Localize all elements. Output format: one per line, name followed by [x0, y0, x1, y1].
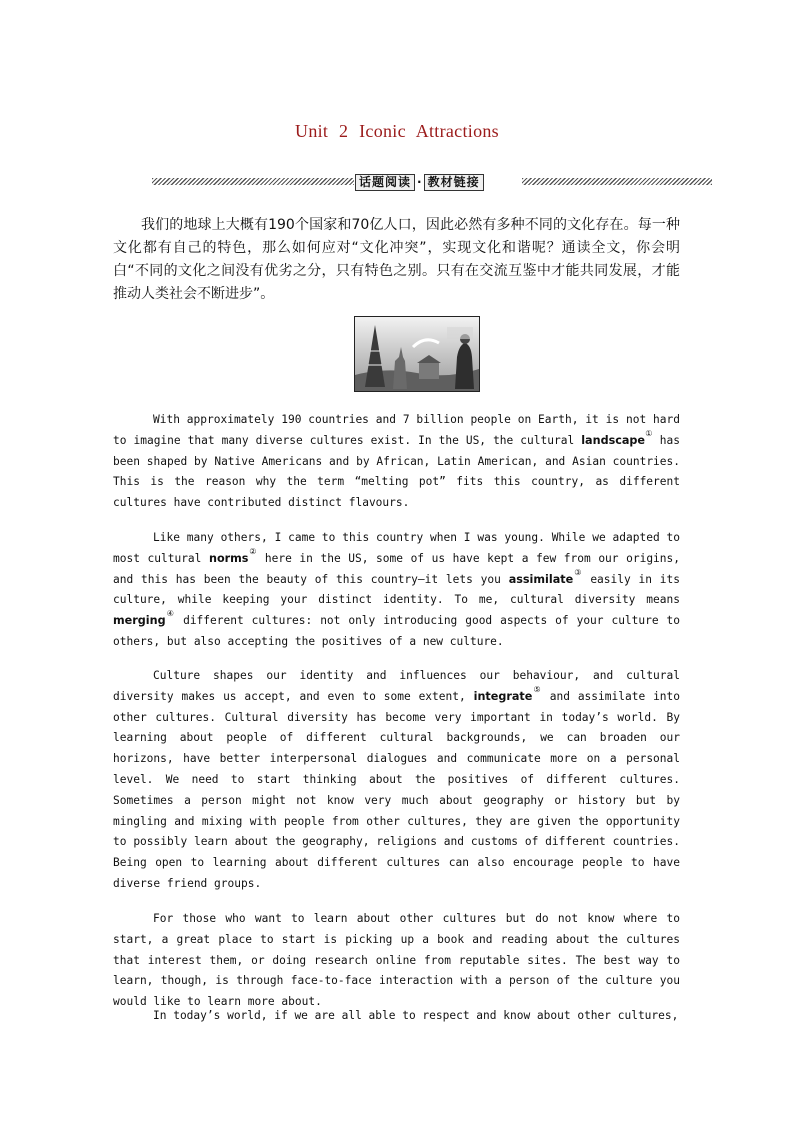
banner-tag-topic-reading: 话题阅读 — [355, 174, 415, 191]
paragraph-1: With approximately 190 countries and 7 billion people on Earth, it is not hard to imagine that many diverse cultures exist. In the US, the cultural landscape① has been shaped by Native Americans and by African, Latin American, and Asian countries. This is the reason why the term “melting pot” fits this country, as different cultures have contributed distinct flavours. — [113, 413, 680, 510]
footnote-marker: ③ — [573, 567, 583, 577]
banner-tags — [355, 173, 484, 191]
chinese-intro: 我们的地球上大概有190个国家和70亿人口，因此必然有多种不同的文化存在。每一种文化都有自己的特色，那么如何应对“文化冲突”，实现文化和谐呢？通读全文，你会明白“不同的文化之间没有优劣之分，只有特色之别。只有在交流互鉴中才能共同发展，才能推动人类社会不断进步”。 — [113, 217, 680, 302]
page-title: Unit 2 Iconic Attractions — [295, 121, 499, 141]
landmarks-illustration — [355, 317, 479, 391]
banner-hatch-left — [152, 178, 354, 185]
footnote-marker: ④ — [165, 609, 176, 619]
culture-landmarks-photo — [354, 316, 480, 392]
footnote-marker: ① — [645, 428, 653, 438]
section-banner — [152, 173, 712, 191]
banner-separator: · — [417, 175, 422, 189]
vocab-word: landscape — [581, 433, 646, 447]
paragraph-3: Culture shapes our identity and influences our behaviour, and cultural diversity makes us accept, and even to some extent, integrate⑤ and assimilate into other cultures. Cultural diversity has become very important in today’s world. By learning about people of different cultural backgrounds, we can broaden our horizons, have better interpersonal dialogues and communicate more on a personal level. We need to start thinking about the positives of different cultures. Sometimes a person might not know very much about geography or history but by mingling and mixing with people from other cultures, they are given the opportunity to possibly learn about the geography, religions and customs of different countries. Being open to learning about different cultures can also encourage people to have diverse friend groups. — [113, 669, 681, 890]
banner-hatch-right — [522, 178, 712, 185]
paragraph-2: Like many others, I came to this country when I was young. While we adapted to most cultural norms② here in the US, some of us have kept a few from our origins, and this has been the beauty of this country—it lets you assimilate③ easily in its culture, while keeping your distinct identity. To me, cultural diversity means merging④ different cultures: not only introducing good aspects of your culture to others, but also accepting the positives of a new culture. — [113, 531, 681, 648]
paragraph-4: For those who want to learn about other cultures but do not know where to start, a great place to start is picking up a book and reading about the cultures that interest them, or doing research online from reputable sites. The best way to learn, though, is through face-to-face interaction with a person of the culture you would like to learn more about. — [113, 912, 680, 1009]
vocab-word: norms — [208, 551, 249, 565]
vocab-word: merging — [113, 614, 166, 628]
footnote-marker: ⑤ — [532, 684, 542, 694]
vocab-word: assimilate — [508, 572, 574, 586]
vocab-word: integrate — [473, 689, 533, 703]
footnote-marker: ② — [248, 546, 258, 556]
banner-tag-textbook-link: 教材链接 — [424, 174, 484, 191]
paragraph-5: In today’s world, if we are all able to respect and know about other cultures, — [153, 1009, 679, 1022]
